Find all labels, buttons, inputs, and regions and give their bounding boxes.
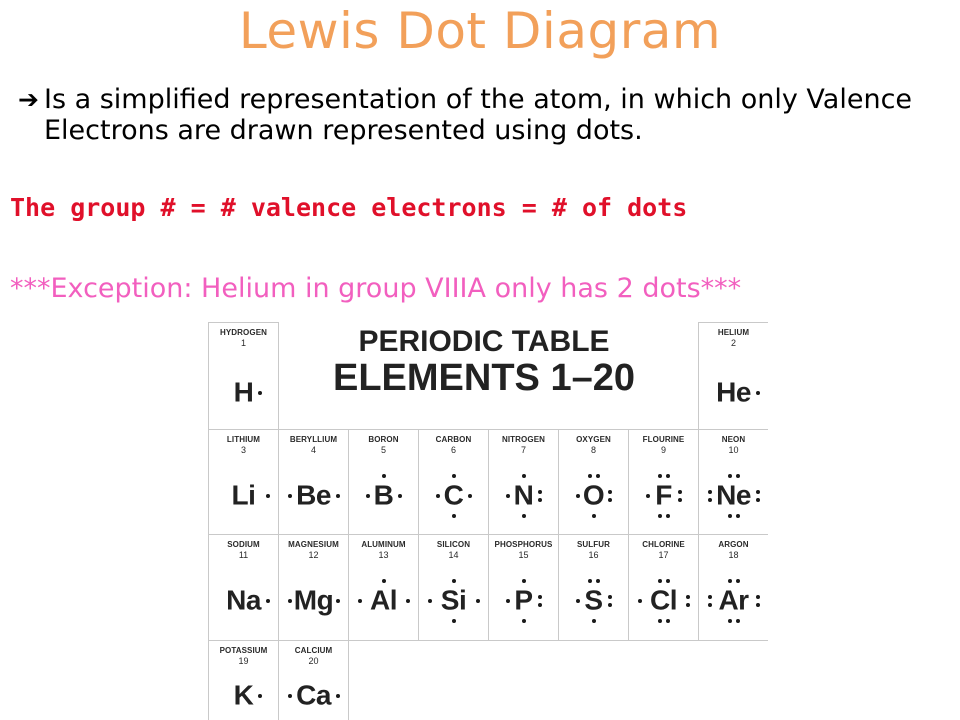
- valence-electron-dot: [686, 603, 690, 607]
- element-name: SULFUR: [576, 540, 611, 549]
- valence-electron-dot: [576, 494, 580, 498]
- element-symbol: S: [584, 584, 603, 616]
- element-name: MAGNESIUM: [288, 540, 339, 549]
- valence-electron-dot: [658, 474, 662, 478]
- element-symbol: Be: [296, 479, 331, 511]
- valence-electron-dot: [538, 498, 542, 502]
- element-cell-flourine: [628, 429, 698, 534]
- valence-electron-dot: [506, 599, 510, 603]
- atomic-number: 11: [238, 550, 249, 560]
- valence-electron-dot: [756, 391, 760, 395]
- valence-electron-dot: [538, 603, 542, 607]
- valence-electron-dot: [288, 494, 292, 498]
- table-gridline: [278, 322, 279, 429]
- valence-electron-dot: [756, 490, 760, 494]
- element-name: CARBON: [435, 435, 472, 444]
- valence-electron-dot: [576, 599, 580, 603]
- element-symbol: Al: [370, 584, 397, 616]
- valence-electron-dot: [382, 579, 386, 583]
- atomic-number: 8: [590, 445, 596, 455]
- periodic-table-heading-line1: PERIODIC TABLE: [358, 325, 610, 358]
- element-symbol: Li: [231, 479, 256, 511]
- valence-electron-dot: [756, 498, 760, 502]
- atomic-number: 3: [240, 445, 246, 455]
- valence-electron-dot: [452, 514, 456, 518]
- valence-electron-dot: [522, 474, 526, 478]
- element-name: SODIUM: [227, 540, 260, 549]
- definition-text: Is a simplified representation of the atom, in which only Valence Electrons are drawn represented using dots.: [44, 84, 913, 146]
- valence-electron-dot: [266, 494, 270, 498]
- valence-electron-dot: [708, 490, 712, 494]
- valence-electron-dot: [452, 579, 456, 583]
- helium-exception-text: ***Exception: Helium in group VIIIA only has 2 dots***: [10, 273, 742, 304]
- valence-electron-dot: [522, 514, 526, 518]
- valence-electron-dot: [728, 579, 732, 583]
- valence-electron-dot: [258, 694, 262, 698]
- valence-electron-dot: [708, 498, 712, 502]
- element-name: CHLORINE: [642, 540, 685, 549]
- valence-electron-dot: [266, 599, 270, 603]
- valence-electron-dot: [336, 694, 340, 698]
- element-cell-oxygen: [558, 429, 628, 534]
- element-cell-chlorine: [628, 534, 698, 640]
- valence-electron-dot: [658, 619, 662, 623]
- valence-electron-dot: [608, 595, 612, 599]
- element-name: HYDROGEN: [219, 328, 268, 337]
- element-name: OXYGEN: [576, 435, 611, 444]
- atomic-number: 1: [240, 338, 246, 348]
- element-cell-helium: [698, 322, 768, 429]
- valence-electron-dot: [406, 599, 410, 603]
- valence-electron-dot: [468, 494, 472, 498]
- atomic-number: 20: [308, 656, 319, 666]
- element-name: BERYLLIUM: [289, 435, 338, 444]
- valence-electron-dot: [336, 494, 340, 498]
- valence-electron-dot: [736, 474, 740, 478]
- element-symbol: N: [513, 479, 534, 511]
- atomic-number: 10: [728, 445, 739, 455]
- valence-electron-dot: [658, 579, 662, 583]
- atomic-number: 9: [660, 445, 666, 455]
- periodic-table-heading: [304, 322, 664, 398]
- element-name: NITROGEN: [501, 435, 546, 444]
- valence-electron-dot: [596, 474, 600, 478]
- element-name: PHOSPHORUS: [494, 540, 553, 549]
- element-cell-silicon: [418, 534, 488, 640]
- valence-electron-dot: [258, 391, 262, 395]
- valence-electron-dot: [288, 599, 292, 603]
- valence-electron-dot: [708, 595, 712, 599]
- element-name: ALUMINUM: [361, 540, 406, 549]
- element-symbol: Ne: [716, 479, 751, 511]
- atomic-number: 7: [520, 445, 526, 455]
- periodic-table: [208, 322, 768, 720]
- atomic-number: 12: [308, 550, 319, 560]
- valence-electron-dot: [476, 599, 480, 603]
- element-name: POTASSIUM: [219, 646, 268, 655]
- element-cell-nitrogen: [488, 429, 558, 534]
- valence-electron-dot: [608, 603, 612, 607]
- atomic-number: 4: [310, 445, 316, 455]
- element-cell-hydrogen: [208, 322, 278, 429]
- valence-electron-dot: [452, 474, 456, 478]
- valence-electron-dot: [736, 619, 740, 623]
- atomic-number: 17: [658, 550, 669, 560]
- element-symbol: H: [233, 376, 254, 408]
- valence-electron-dot: [358, 599, 362, 603]
- group-rule-text: The group # = # valence electrons = # of dots: [10, 193, 688, 222]
- element-cell-carbon: [418, 429, 488, 534]
- element-name: FLOURINE: [642, 435, 685, 444]
- valence-electron-dot: [366, 494, 370, 498]
- element-cell-sodium: [208, 534, 278, 640]
- valence-electron-dot: [538, 595, 542, 599]
- valence-electron-dot: [608, 498, 612, 502]
- element-symbol: K: [233, 679, 254, 711]
- element-symbol: Ca: [296, 679, 331, 711]
- element-symbol: O: [582, 479, 605, 511]
- valence-electron-dot: [736, 514, 740, 518]
- element-symbol: Na: [226, 584, 261, 616]
- atomic-number: 18: [728, 550, 739, 560]
- element-cell-argon: [698, 534, 768, 640]
- element-symbol: Si: [440, 584, 467, 616]
- element-cell-beryllium: [278, 429, 348, 534]
- periodic-table-heading-line2: ELEMENTS 1–20: [333, 357, 635, 399]
- valence-electron-dot: [728, 474, 732, 478]
- valence-electron-dot: [638, 599, 642, 603]
- atomic-number: 5: [380, 445, 386, 455]
- valence-electron-dot: [522, 619, 526, 623]
- valence-electron-dot: [436, 494, 440, 498]
- element-symbol: Ar: [718, 584, 749, 616]
- element-symbol: C: [443, 479, 464, 511]
- element-cell-neon: [698, 429, 768, 534]
- valence-electron-dot: [336, 599, 340, 603]
- atomic-number: 2: [730, 338, 736, 348]
- valence-electron-dot: [608, 490, 612, 494]
- valence-electron-dot: [522, 579, 526, 583]
- valence-electron-dot: [428, 599, 432, 603]
- valence-electron-dot: [592, 619, 596, 623]
- element-symbol: B: [373, 479, 394, 511]
- element-symbol: Cl: [650, 584, 677, 616]
- atomic-number: 19: [238, 656, 249, 666]
- valence-electron-dot: [678, 490, 682, 494]
- element-symbol: P: [514, 584, 533, 616]
- element-cell-sulfur: [558, 534, 628, 640]
- element-cell-aluminum: [348, 534, 418, 640]
- atomic-number: 16: [588, 550, 599, 560]
- valence-electron-dot: [382, 474, 386, 478]
- valence-electron-dot: [666, 474, 670, 478]
- element-cell-calcium: [278, 640, 348, 720]
- valence-electron-dot: [288, 694, 292, 698]
- valence-electron-dot: [678, 498, 682, 502]
- element-symbol: Mg: [293, 584, 334, 616]
- atomic-number: 15: [518, 550, 529, 560]
- table-gridline: [348, 640, 349, 720]
- valence-electron-dot: [658, 514, 662, 518]
- element-name: NEON: [721, 435, 746, 444]
- valence-electron-dot: [666, 514, 670, 518]
- valence-electron-dot: [686, 595, 690, 599]
- valence-electron-dot: [708, 603, 712, 607]
- valence-electron-dot: [596, 579, 600, 583]
- valence-electron-dot: [736, 579, 740, 583]
- slide-title: Lewis Dot Diagram: [238, 2, 722, 60]
- element-cell-potassium: [208, 640, 278, 720]
- valence-electron-dot: [588, 474, 592, 478]
- valence-electron-dot: [666, 579, 670, 583]
- valence-electron-dot: [756, 603, 760, 607]
- element-cell-boron: [348, 429, 418, 534]
- arrow-right-icon: ➔: [18, 85, 39, 114]
- element-cell-phosphorus: [488, 534, 558, 640]
- element-symbol: He: [716, 376, 751, 408]
- element-cell-magnesium: [278, 534, 348, 640]
- atomic-number: 14: [448, 550, 459, 560]
- element-name: ARGON: [718, 540, 749, 549]
- element-name: SILICON: [436, 540, 471, 549]
- valence-electron-dot: [728, 514, 732, 518]
- atomic-number: 13: [378, 550, 389, 560]
- element-name: HELIUM: [717, 328, 750, 337]
- valence-electron-dot: [756, 595, 760, 599]
- valence-electron-dot: [398, 494, 402, 498]
- valence-electron-dot: [452, 619, 456, 623]
- valence-electron-dot: [728, 619, 732, 623]
- definition-bullet: [18, 84, 938, 146]
- element-symbol: F: [655, 479, 672, 511]
- valence-electron-dot: [592, 514, 596, 518]
- valence-electron-dot: [506, 494, 510, 498]
- element-name: CALCIUM: [294, 646, 333, 655]
- valence-electron-dot: [538, 490, 542, 494]
- valence-electron-dot: [666, 619, 670, 623]
- atomic-number: 6: [450, 445, 456, 455]
- valence-electron-dot: [646, 494, 650, 498]
- element-name: LITHIUM: [226, 435, 261, 444]
- element-name: BORON: [368, 435, 399, 444]
- valence-electron-dot: [588, 579, 592, 583]
- element-cell-lithium: [208, 429, 278, 534]
